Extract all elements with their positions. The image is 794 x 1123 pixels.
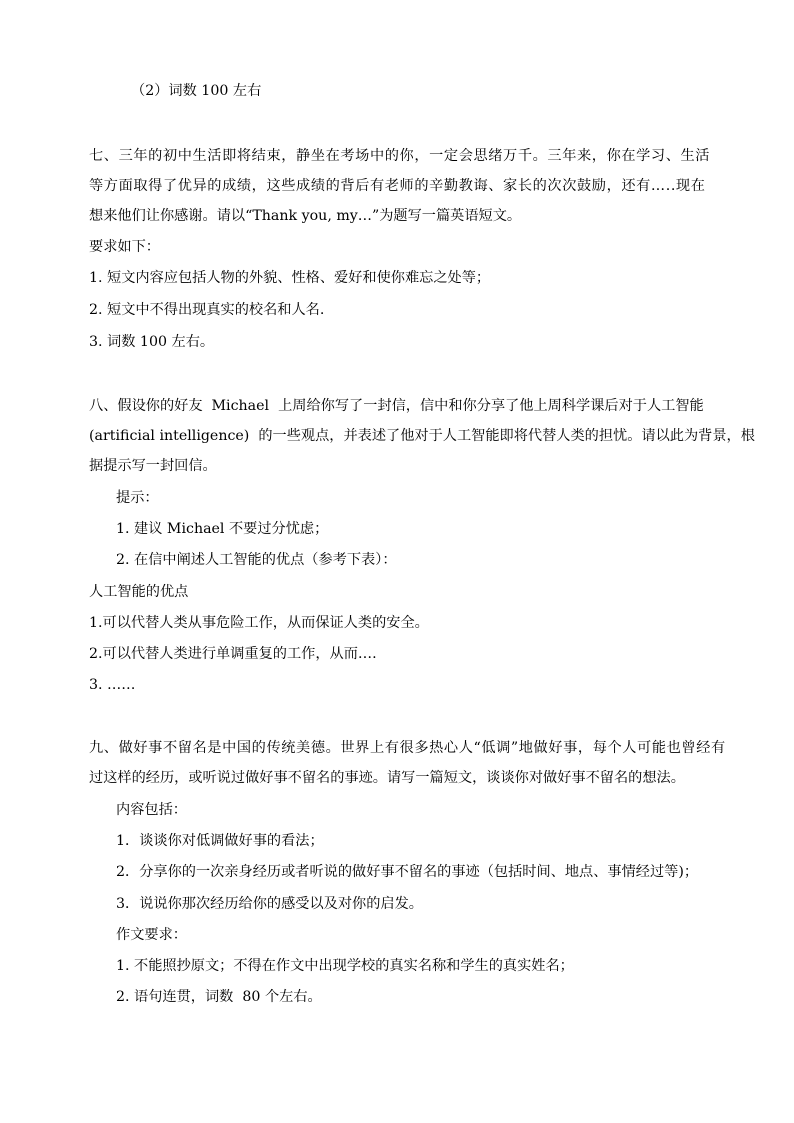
item8-advantage-2: 2.可以代替人类进行单调重复的工作，从而…. [89,646,377,662]
item7-requirement-3: 3. 词数 100 左右。 [89,334,215,350]
item8-prompt-line-1: 八、假设你的好友 Michael 上周给你写了一封信，信中和你分享了他上周科学课后对于人工智能 [89,398,704,414]
item9-prompt-line-1: 九、做好事不留名是中国的传统美德。世界上有很多热心人“低调”地做好事，每个人可能也曾经有 [89,740,726,756]
item9-essay-req-1: 1. 不能照抄原文；不得在作文中出现学校的真实名称和学生的真实姓名； [116,958,574,974]
item8-hint-1: 1. 建议 Michael 不要过分忧虑； [116,521,329,537]
item7-requirement-2: 2. 短文中不得出现真实的校名和人名. [89,302,325,318]
item8-hints-heading: 提示： [116,490,159,506]
item8-advantage-1: 1.可以代替人类从事危险工作，从而保证人类的安全。 [89,615,429,631]
item8-hint-2: 2. 在信中阐述人工智能的优点（参考下表）： [116,552,397,568]
item9-content-point-3: 3．说说你那次经历给你的感受以及对你的启发。 [116,896,423,912]
item7-requirement-1: 1. 短文内容应包括人物的外貌、性格、爱好和使你难忘之处等； [89,270,491,286]
item9-content-point-2: 2．分享你的一次亲身经历或者听说的做好事不留名的事迹（包括时间、地点、事情经过等)； [116,864,699,880]
item9-essay-req-heading: 作文要求： [116,927,187,943]
item7-prompt-line-1: 七、三年的初中生活即将结束，静坐在考场中的你，一定会思绪万千。三年来，你在学习、生活 [89,148,711,164]
item8-prompt-line-2: (artificial intelligence) 的一些观点，并表述了他对于人工智能即将代替人类的担忧。请以此为背景，根 [89,428,755,444]
item8-advantage-3: 3. …… [89,677,136,693]
item9-content-point-1: 1．谈谈你对低调做好事的看法； [116,833,324,849]
item6-word-count: （2）词数 100 左右 [131,83,262,99]
item9-content-heading: 内容包括： [116,802,187,818]
item9-essay-req-2: 2. 语句连贯，词数 80 个左右。 [116,989,322,1005]
item7-prompt-line-2: 等方面取得了优异的成绩，这些成绩的背后有老师的辛勤教诲、家长的次次鼓励，还有…..现在 [89,178,706,194]
item8-table-title: 人工智能的优点 [89,584,189,600]
item9-prompt-line-2: 过这样的经历，或听说过做好事不留名的事迹。请写一篇短文，谈谈你对做好事不留名的想法。 [89,770,685,786]
item8-prompt-line-3: 据提示写一封回信。 [89,458,217,474]
item7-requirements-heading: 要求如下： [89,239,160,255]
item7-prompt-line-3: 想来他们让你感谢。请以“Thank you, my…”为题写一篇英语短文。 [89,208,522,224]
